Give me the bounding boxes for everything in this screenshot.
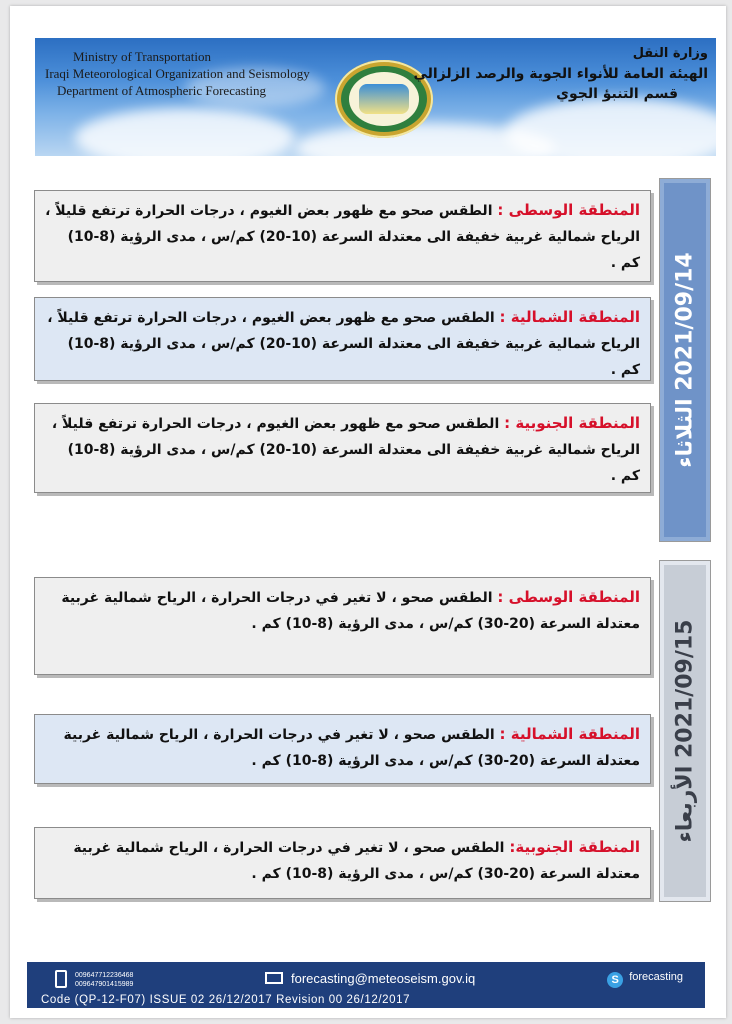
- skype-icon: S: [607, 972, 623, 988]
- region-label: المنطقة الشمالية :: [499, 308, 640, 326]
- ministry-name-en: Ministry of Transportation: [73, 49, 211, 64]
- region-label: المنطقة الجنوبية :: [504, 414, 640, 432]
- arabic-header: [413, 44, 708, 104]
- english-header: [45, 48, 310, 99]
- department-name-en: Department of Atmospheric Forecasting: [57, 83, 267, 98]
- skype-contact[interactable]: [607, 971, 683, 988]
- organization-name-ar: الهيئة العامة للأنواء الجوية والرصد الزلزالي: [413, 66, 708, 82]
- phone-numbers: [75, 971, 133, 989]
- forecast-text: الطقس صحو مع ظهور بعض الغيوم ، درجات الحرارة ترتفع قليلاً ، الرياح شمالية غربية خفيفة الى معتدلة السرعة (10-20) كم/س ، مدى الرؤية (8-10) كم .: [51, 416, 640, 484]
- phone-number-2: 009647901415989: [75, 981, 134, 988]
- date-label-day1: 2021/09/14 الثلاثاء: [672, 252, 698, 468]
- forecast-north-day2: [34, 714, 651, 784]
- header-banner: [35, 38, 716, 156]
- document-code-line: Code (QP-12-F07) ISSUE 02 26/12/2017 Revision 00 26/12/2017: [41, 994, 411, 1006]
- footer-bar: [27, 962, 705, 1008]
- forecast-south-day1: [34, 403, 651, 493]
- forecast-text: الطقس صحو مع ظهور بعض الغيوم ، درجات الحرارة ترتفع قليلاً ، الرياح شمالية غربية خفيفة الى معتدلة السرعة (10-20) كم/س ، مدى الرؤية (8-10) كم .: [47, 310, 640, 378]
- email-address[interactable]: forecasting@meteoseism.gov.iq: [291, 971, 476, 986]
- date-label-day2: 2021/09/15 الأربعاء: [672, 619, 698, 843]
- forecast-text: الطقس صحو ، لا تغير في درجات الحرارة ، الرياح شمالية غربية معتدلة السرعة (20-30) كم/س ، مدى الرؤية (8-10) كم .: [73, 840, 640, 882]
- region-label: المنطقة الوسطى :: [497, 588, 640, 606]
- phone-icon: [55, 970, 67, 988]
- mail-icon: [265, 972, 283, 984]
- department-name-ar: قسم التنبؤ الجوي: [556, 86, 678, 102]
- region-label: المنطقة الشمالية :: [499, 725, 640, 743]
- region-label: المنطقة الوسطى :: [497, 201, 640, 219]
- forecast-central-day1: [34, 190, 651, 282]
- forecast-south-day2: [34, 827, 651, 899]
- forecast-north-day1: [34, 297, 651, 381]
- date-bar-day1: [659, 178, 711, 542]
- phone-number-1: 009647712236468: [75, 972, 134, 979]
- date-bar-day2: [659, 560, 711, 902]
- forecast-text: الطقس صحو ، لا تغير في درجات الحرارة ، الرياح شمالية غربية معتدلة السرعة (20-30) كم/س ، مدى الرؤية (8-10) كم .: [63, 727, 640, 769]
- forecast-text: الطقس صحو مع ظهور بعض الغيوم ، درجات الحرارة ترتفع قليلاً ، الرياح شمالية غربية خفيفة الى معتدلة السرعة (10-20) كم/س ، مدى الرؤية (8-10) كم .: [45, 203, 640, 271]
- forecast-text: الطقس صحو ، لا تغير في درجات الحرارة ، الرياح شمالية غربية معتدلة السرعة (20-30) كم/س ، مدى الرؤية (8-10) كم .: [61, 590, 640, 632]
- ministry-name-ar: وزارة النقل: [632, 46, 708, 61]
- email-contact[interactable]: [265, 971, 475, 986]
- organization-name-en: Iraqi Meteorological Organization and Seismology: [45, 66, 310, 81]
- region-label: المنطقة الجنوبية:: [509, 838, 640, 856]
- skype-name: forecasting: [629, 971, 683, 983]
- forecast-central-day2: [34, 577, 651, 675]
